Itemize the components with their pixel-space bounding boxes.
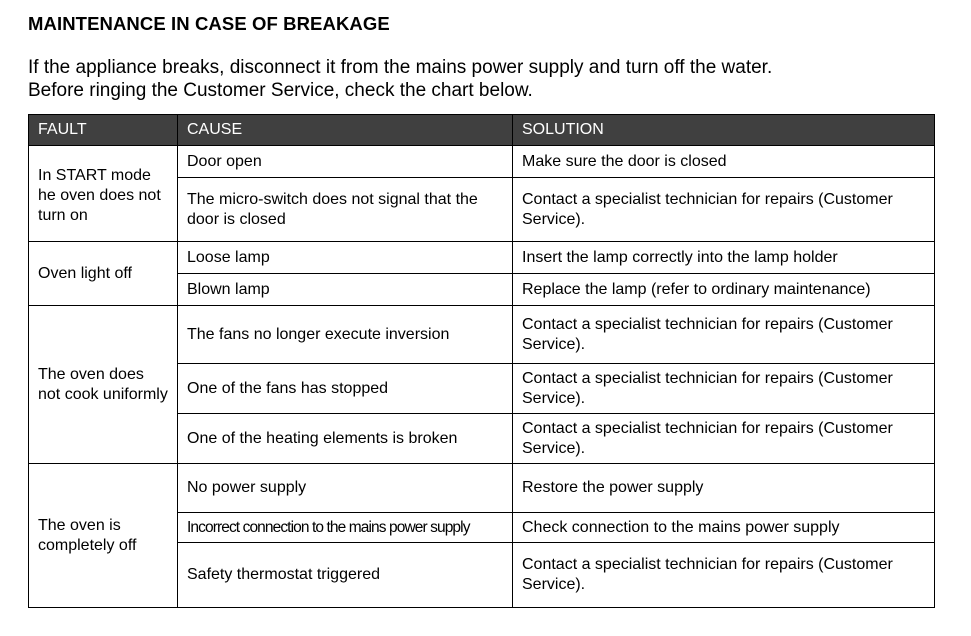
intro-text: [28, 56, 772, 102]
cause-cell: One of the heating elements is broken: [178, 414, 513, 464]
solution-cell: Check connection to the mains power supply: [513, 513, 935, 543]
header-fault: FAULT: [29, 115, 178, 146]
solution-cell: Contact a specialist technician for repairs (Customer Service).: [513, 364, 935, 414]
fault-cell: The oven is completely off: [29, 464, 178, 608]
cause-cell: Safety thermostat triggered: [178, 543, 513, 608]
solution-cell: Contact a specialist technician for repairs (Customer Service).: [513, 543, 935, 608]
cause-cell: Blown lamp: [178, 274, 513, 306]
table-row: [29, 146, 935, 178]
troubleshooting-table: [28, 114, 935, 608]
table-row: [29, 464, 935, 513]
cause-cell: The micro-switch does not signal that the door is closed: [178, 178, 513, 242]
cause-cell: Loose lamp: [178, 242, 513, 274]
solution-cell: Contact a specialist technician for repairs (Customer Service).: [513, 414, 935, 464]
cause-cell: Door open: [178, 146, 513, 178]
cause-cell: The fans no longer execute inversion: [178, 306, 513, 364]
table-row: [29, 306, 935, 364]
page-title: MAINTENANCE IN CASE OF BREAKAGE: [28, 13, 390, 34]
cause-cell: No power supply: [178, 464, 513, 513]
header-cause: CAUSE: [178, 115, 513, 146]
solution-cell: Replace the lamp (refer to ordinary maintenance): [513, 274, 935, 306]
solution-cell: Contact a specialist technician for repairs (Customer Service).: [513, 178, 935, 242]
solution-cell: Contact a specialist technician for repairs (Customer Service).: [513, 306, 935, 364]
table-header-row: [29, 115, 935, 146]
intro-line-1: If the appliance breaks, disconnect it from the mains power supply and turn off the water.: [28, 57, 773, 78]
solution-cell: Insert the lamp correctly into the lamp holder: [513, 242, 935, 274]
solution-cell: Restore the power supply: [513, 464, 935, 513]
fault-cell: In START mode he oven does not turn on: [29, 146, 178, 242]
intro-line-2: Before ringing the Customer Service, check the chart below.: [28, 80, 533, 101]
fault-cell: The oven does not cook uniformly: [29, 306, 178, 464]
solution-cell: Make sure the door is closed: [513, 146, 935, 178]
cause-cell: Incorrect connection to the mains power supply: [178, 513, 513, 543]
header-solution: SOLUTION: [513, 115, 935, 146]
table-row: [29, 242, 935, 274]
cause-cell: One of the fans has stopped: [178, 364, 513, 414]
fault-cell: Oven light off: [29, 242, 178, 306]
